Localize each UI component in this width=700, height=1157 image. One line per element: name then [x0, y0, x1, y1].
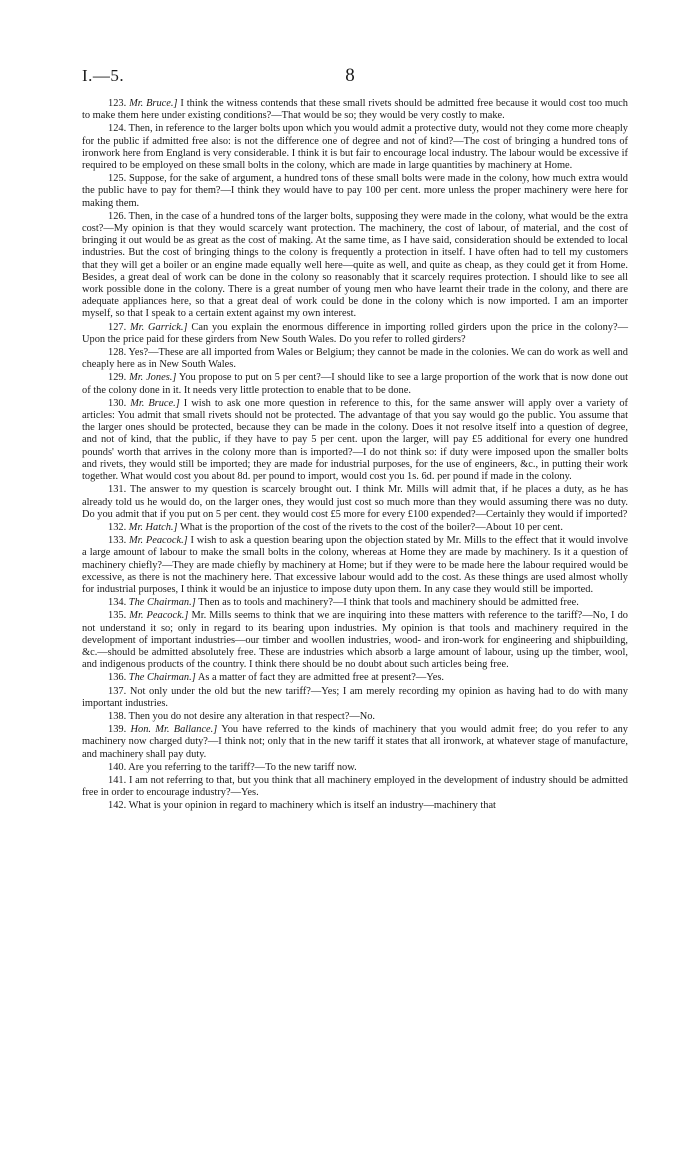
page-number: 8 [345, 65, 355, 86]
testimony-paragraph [82, 522, 628, 534]
speaker-name: Mr. Peacock.] [129, 610, 189, 622]
testimony-text: Mr. Mills seems to think that we are inquiring into these matters with reference to the tariff?—No, I do not understand it so; only in regard to its bearing upon industries. My opinion is that tools and machinery required in the development of important industries—our timber and woollen industries, wood- and iron-work for engineering and shipbuilding, &c.—should be admitted absolutely free. These are industries which absorb a large amount of labour, using up the timber, wool, and indigenous products of the country. I think there should be no doubt about such articles being free. [82, 610, 628, 671]
testimony-text: What is the proportion of the cost of the rivets to the cost of the boiler?—About 10 per cent. [180, 521, 563, 533]
testimony-paragraph [82, 775, 628, 799]
testimony-paragraph [82, 123, 628, 172]
speaker-name: The Chairman.] [128, 597, 196, 609]
testimony-paragraph [82, 724, 628, 761]
section-reference: I.—5. [82, 66, 125, 85]
speaker-name: Mr. Bruce.] [129, 98, 178, 109]
document-body [82, 98, 628, 814]
testimony-paragraph [82, 711, 628, 723]
testimony-paragraph [82, 597, 628, 609]
testimony-text: I wish to ask one more question in reference to this, for the same answer will apply over a variety of articles: You admit that small rivets should not be protected. The advantage of that you say would go the public. You assume that the larger ones should be protected, because they can be made in the colony. Does it not resolve itself into a question of degree, and not of kind, that the public, if they have to pay 5 per cent. upon the larger, will pay £5 additional for every one hundred pounds' worth that arrives in the colony more than is imported?—I do not think so: if duty were imposed upon the smaller bolts and rivets, they would still be imported; they are made for industrial purposes, for the use of engineers, &c., in putting their work together. What would cost you about 8d. per pound to import, would cost you 1s. 6d. per pound if made in the colony. [82, 397, 628, 483]
testimony-paragraph [82, 800, 628, 812]
question-number: 128. [108, 347, 127, 359]
testimony-paragraph [82, 322, 628, 346]
testimony-text: As a matter of fact they are admitted free at present?—Yes. [197, 672, 445, 684]
question-number: 132. [108, 521, 127, 533]
testimony-paragraph [82, 173, 628, 210]
question-number: 125. [108, 173, 127, 185]
speaker-name: Mr. Hatch.] [128, 521, 178, 533]
question-number: 126. [108, 210, 127, 222]
speaker-name: Mr. Garrick.] [130, 321, 188, 333]
testimony-text: Then, in the case of a hundred tons of the larger bolts, supposing they were made in the colony, what would be the extra cost?—My opinion is that they would scarcely want protection. The machinery, the cost of labour, of material, and the cost of bringing it out would be as great as the cost of making. At the same time, as I have said, consideration should be extended to local industries. But the cost of bringing things to the colony is frequently a protection in itself. I have often had to tell my customers that they will get a boiler or an engine made equally well here—quite as well, and quite as cheap, as they could get it from Home. Besides, a great deal of work can be done in the colony so reasonably that it scarcely requires protection. I should like to see all work possible done in the colony. There is a great number of young men who have learnt their trade in the colony, and there are adequate appliances here, so that a great deal of work could be done in the colony which is now imported. I am an importer myself, so that I speak to a certain extent against my own interest. [82, 210, 628, 320]
testimony-text: Suppose, for the sake of argument, a hundred tons of these small bolts were made in the colony, how much extra would the public have to pay for them?—I think they would have to pay 100 per cent. more unless the proper machinery were here for making them. [82, 173, 628, 209]
testimony-text: Then you do not desire any alteration in that respect?—No. [128, 710, 376, 722]
testimony-paragraph [82, 398, 628, 483]
speaker-name: Hon. Mr. Ballance.] [130, 724, 218, 736]
question-number: 137. [108, 685, 127, 697]
question-number: 133. [108, 535, 127, 547]
question-number: 141. [108, 774, 127, 786]
testimony-text: You have referred to the kinds of machinery that you would admit free; do you refer to any machinery now charged duty?—I think not; only that in the new tariff it states that all ironwork, at whatever stage of manufacture, and machinery shall pay duty. [82, 724, 628, 760]
question-number: 131. [108, 484, 127, 496]
testimony-paragraph [82, 686, 628, 710]
question-number: 127. [108, 321, 127, 333]
testimony-text: You propose to put on 5 per cent?—I should like to see a large proportion of the work that is now done out of the colony done in it. It needs very little protection to enable that to be done. [82, 372, 628, 396]
testimony-text: Are you referring to the tariff?—To the new tariff now. [128, 761, 357, 773]
question-number: 134. [108, 597, 127, 609]
testimony-text: What is your opinion in regard to machinery which is itself an industry—machinery that [128, 800, 496, 812]
question-number: 124. [108, 123, 127, 135]
testimony-paragraph [82, 347, 628, 371]
page-header [82, 66, 618, 86]
testimony-paragraph [82, 372, 628, 396]
speaker-name: The Chairman.] [128, 672, 196, 684]
testimony-paragraph [82, 762, 628, 774]
question-number: 140. [108, 761, 127, 773]
testimony-text: Not only under the old but the new tariff?—Yes; I am merely recording my opinion as having had to do with many important industries. [82, 685, 628, 709]
question-number: 139. [108, 724, 127, 736]
question-number: 123. [108, 98, 127, 109]
question-number: 135. [108, 610, 127, 622]
speaker-name: Mr. Jones.] [129, 372, 177, 384]
speaker-name: Mr. Bruce.] [130, 397, 180, 409]
speaker-name: Mr. Peacock.] [128, 535, 188, 547]
testimony-text: The answer to my question is scarcely brought out. I think Mr. Mills will admit that, if he places a duty, as he has already told us he would do, on the larger ones, they would just cost so much more than they would assuming there was no duty. Do you admit that if you put on 5 per cent. they would cost £5 more for every £100 expended?—Certainly they would if imported? [82, 484, 628, 520]
testimony-text: Then as to tools and machinery?—I think that tools and machinery should be admitted free. [198, 597, 579, 609]
testimony-text: I wish to ask a question bearing upon the objection stated by Mr. Mills to the effect that it would involve a large amount of labour to make the small bolts in the colony, whereas at Home they are made by machinery. Is it a question of machinery chiefly?—They are made chiefly by machinery at Home; but if they were to be made here the labour required would be excessive, as there is not the machinery here. That excessive labour would add to the cost. As these things are used almost wholly for industrial purposes, I think it would be an injustice to impose duty upon them. In any case they would still be imported. [82, 535, 629, 595]
testimony-paragraph [82, 98, 628, 122]
question-number: 136. [108, 672, 127, 684]
testimony-text: I think the witness contends that these small rivets should be admitted free because it would cost too much to make them here under existing conditions?—That would be so; they would be very costly to make. [82, 98, 628, 122]
testimony-paragraph [82, 211, 628, 321]
question-number: 142. [108, 800, 127, 812]
testimony-text: Can you explain the enormous difference in importing rolled girders upon the price in the colony?—Upon the price paid for these girders from New South Wales. Do you refer to rolled girders? [82, 321, 628, 345]
question-number: 129. [108, 372, 127, 384]
testimony-paragraph [82, 610, 628, 671]
testimony-text: I am not referring to that, but you think that all machinery employed in the development of industry should be admitted free in order to encourage industry?—Yes. [82, 774, 628, 799]
testimony-text: Then, in reference to the larger bolts upon which you would admit a protective duty, would not they come more cheaply for the public if admitted free also: is not the difference one of degree and not of kind?—The cost of bringing a hundred tons of ironwork here from England is very considerable. I think it is but fair to encourage local industry. The labour would be excessive if required to be employed on these small bolts in the colony, which are made in large quantities by machinery at Home. [82, 123, 628, 172]
testimony-text: Yes?—These are all imported from Wales or Belgium; they cannot be made in the colonies. We can do work as well and cheaply here as in New South Wales. [82, 347, 628, 371]
question-number: 130. [108, 397, 127, 409]
testimony-paragraph [82, 535, 628, 596]
question-number: 138. [108, 710, 127, 722]
testimony-paragraph [82, 484, 628, 521]
testimony-paragraph [82, 672, 628, 684]
